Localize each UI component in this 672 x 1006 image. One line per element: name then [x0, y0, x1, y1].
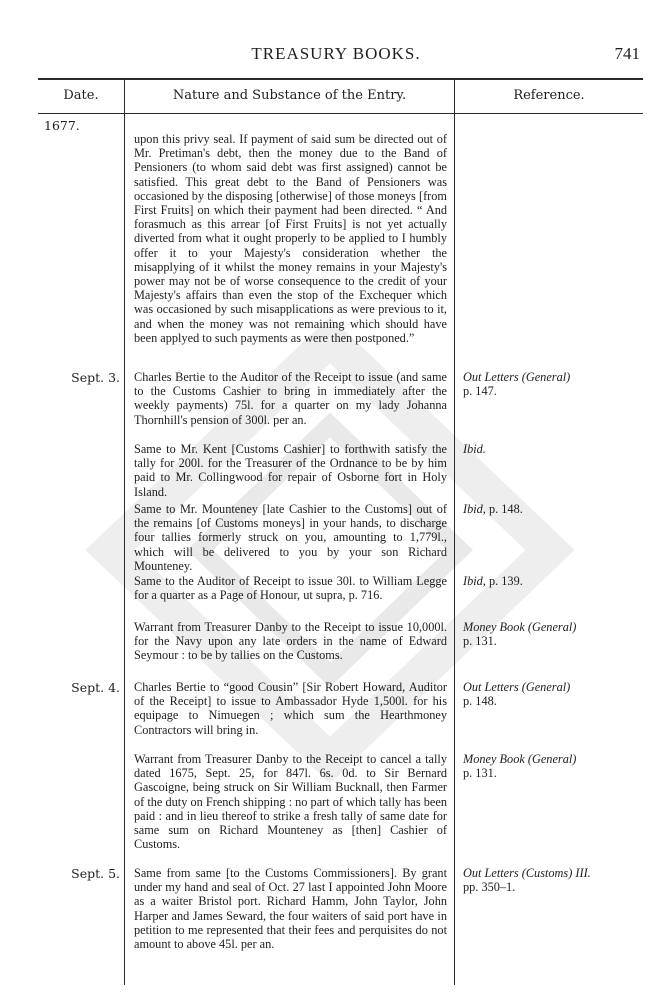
table-top-rule	[38, 78, 643, 80]
entry-8-ref-title: Out Letters (Customs) III.	[463, 866, 591, 880]
entry-2-reference	[463, 442, 641, 456]
column-header-date: Date.	[63, 88, 99, 103]
entry-2-text: Same to Mr. Kent [Customs Cashier] to forthwith satisfy the tally for 200l. for the Treasurer of the Ordnance to be by him paid to Mr. Collingwood for repair of Osborne fort in Holy Island.	[134, 442, 447, 499]
entry-6-ref-title: Out Letters (General)	[463, 680, 571, 694]
entry-3-reference	[463, 502, 641, 516]
entry-7-ref-page: p. 131.	[463, 766, 497, 781]
entry-1-date: Sept. 3.	[71, 370, 120, 385]
running-title: TREASURY BOOKS.	[251, 44, 421, 63]
column-divider-reference	[454, 80, 455, 985]
entry-1-ref-title: Out Letters (General)	[463, 370, 571, 384]
entry-3-ref-title: Ibid,	[463, 502, 486, 516]
entry-4-ref-title: Ibid,	[463, 574, 486, 588]
entry-1-ref-page: p. 147.	[463, 384, 497, 399]
page-number: 741	[614, 44, 640, 63]
entry-5-ref-page: p. 131.	[463, 634, 497, 649]
entry-6-date: Sept. 4.	[71, 680, 120, 695]
entry-7-text: Warrant from Treasurer Danby to the Receipt to cancel a tally dated 1675, Sept. 25, for 847l. 6s. 0d. to Sir Bernard Gascoigne, being struck on Sir William Bucknall, then Farmer of the duty on French shipping : no part of which tally has been paid : and in lieu thereof to strike a fresh tally of same date for same sum on Richard Mounteney as [then] Cashier of Customs.	[134, 752, 447, 852]
entry-5-ref-title: Money Book (General)	[463, 620, 577, 634]
column-divider-date	[124, 80, 125, 985]
entry-6-ref-page: p. 148.	[463, 694, 497, 709]
entry-1-reference	[463, 370, 641, 398]
entry-7-reference	[463, 752, 641, 780]
column-header-reference: Reference.	[513, 88, 585, 103]
entry-4-text: Same to the Auditor of Receipt to issue 30l. to William Legge for a quarter as a Page of Honour, ut supra, p. 716.	[134, 574, 447, 603]
table-header-rule	[38, 113, 643, 114]
entry-0-text: upon this privy seal. If payment of said sum be directed out of Mr. Pretiman's debt, then the money due to the Band of Pensioners (to whom said debt was first assigned) cannot be satisfied. This great debt to the Band of Pensioners was occasioned by the disposing [otherwise] of those moneys [from First Fruits] on which their payment had been directed. “ And forasmuch as this arrear [of First Fruits] is not yet actually diverted from what it ought properly to be applied to I humbly offer it to your Majesty's consideration whether the misapplying of it whilst the money remains in your Majesty's power may not be of worse consequence to the credit of your Majesty's affairs than even the stop of the Exchequer which was occasioned by such misapplications as were previous to it, and when the money was not remaining which should have been applyed to such payments as were then postponed.”	[134, 132, 447, 345]
entry-8-date: Sept. 5.	[71, 866, 120, 881]
entry-5-reference	[463, 620, 641, 648]
entry-8-reference	[463, 866, 641, 894]
entry-6-text: Charles Bertie to “good Cousin” [Sir Robert Howard, Auditor of the Receipt] to issue to Ambassador Hyde 1,500l. for his equipage to Nimuegen ; which sum the Hearthmoney Contractors will bring in.	[134, 680, 447, 737]
entry-5-text: Warrant from Treasurer Danby to the Receipt to issue 10,000l. for the Navy upon any late orders in the name of Edward Seymour : to be by tallies on the Customs.	[134, 620, 447, 663]
entry-3-ref-page: p. 148.	[488, 502, 523, 516]
entry-4-reference	[463, 574, 641, 588]
entry-1-text: Charles Bertie to the Auditor of the Receipt to issue (and same to the Customs Cashier to bring in immediately after the weekly payments) 75l. for a quarter on my lady Johanna Thornhill's pension of 300l. per an.	[134, 370, 447, 427]
entry-3-text: Same to Mr. Mounteney [late Cashier to the Customs] out of the remains [of Customs moneys] in your hands, to discharge four tallies formerly struck on you, amounting to 1,779l., which will be delivered to you by your son Richard Mounteney.	[134, 502, 447, 573]
entry-7-ref-title: Money Book (General)	[463, 752, 577, 766]
entry-8-ref-page: pp. 350–1.	[463, 880, 516, 895]
entry-8-text: Same from same [to the Customs Commissioners]. By grant under my hand and seal of Oct. 27 last I appointed John Moore as a waiter Bristol port. Richard Hamm, John Taylor, John Harper and James Seward, the four waiters of said port have in petition to me represented that their fees and perquisites do not amount to above 45l. per an.	[134, 866, 447, 952]
entry-6-reference	[463, 680, 641, 708]
entry-2-ref-title: Ibid.	[463, 442, 486, 456]
entry-4-ref-page: p. 139.	[488, 574, 523, 588]
year-label: 1677.	[44, 118, 80, 133]
column-header-nature: Nature and Substance of the Entry.	[172, 88, 407, 103]
